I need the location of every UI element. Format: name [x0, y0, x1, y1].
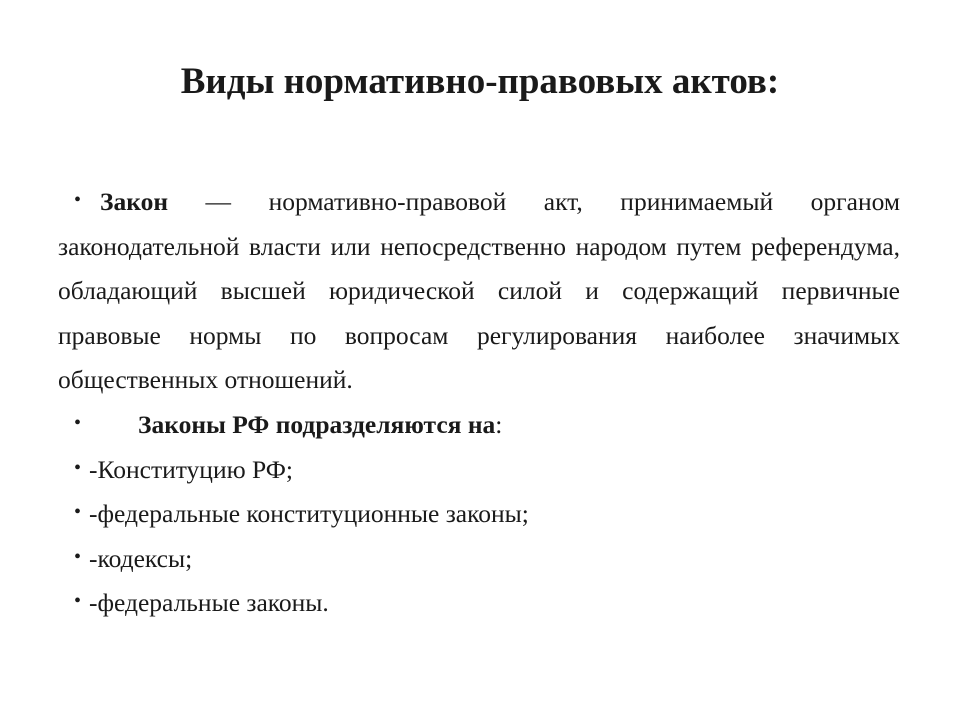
slide-title: Виды нормативно-правовых актов: — [180, 61, 780, 102]
list-item-text: -федеральные конституционные законы; — [89, 499, 529, 529]
bullet-icon: • — [74, 189, 82, 211]
subheading-text: Законы РФ подразделяются на — [138, 409, 496, 439]
bullet-icon: • — [74, 411, 82, 434]
bullet-icon: • — [74, 456, 82, 479]
bullet-icon: • — [74, 590, 82, 613]
list-item-text: -федеральные законы. — [89, 588, 329, 618]
list-item — [58, 537, 900, 582]
definition-term: Закон — [100, 187, 169, 216]
subheading-row — [58, 403, 900, 448]
subheading-suffix: : — [495, 409, 503, 439]
list-item-text: -кодексы; — [89, 543, 193, 573]
list-item — [58, 581, 900, 626]
definition-body: — нормативно-правовой акт, принимаемый органом законодательной власти или непосредственно народом путем референдума, обладающий высшей юридической силой и содержащий первичные правовые нормы по вопросам регулирования наиболее значимых общественных отношений. — [58, 187, 900, 395]
definition-paragraph — [58, 180, 900, 403]
list-item — [58, 492, 900, 537]
slide-content — [58, 180, 900, 626]
bullet-icon: • — [74, 545, 82, 568]
list-item-text: -Конституцию РФ; — [89, 454, 293, 484]
bullet-icon: • — [74, 501, 82, 524]
list-item — [58, 448, 900, 493]
